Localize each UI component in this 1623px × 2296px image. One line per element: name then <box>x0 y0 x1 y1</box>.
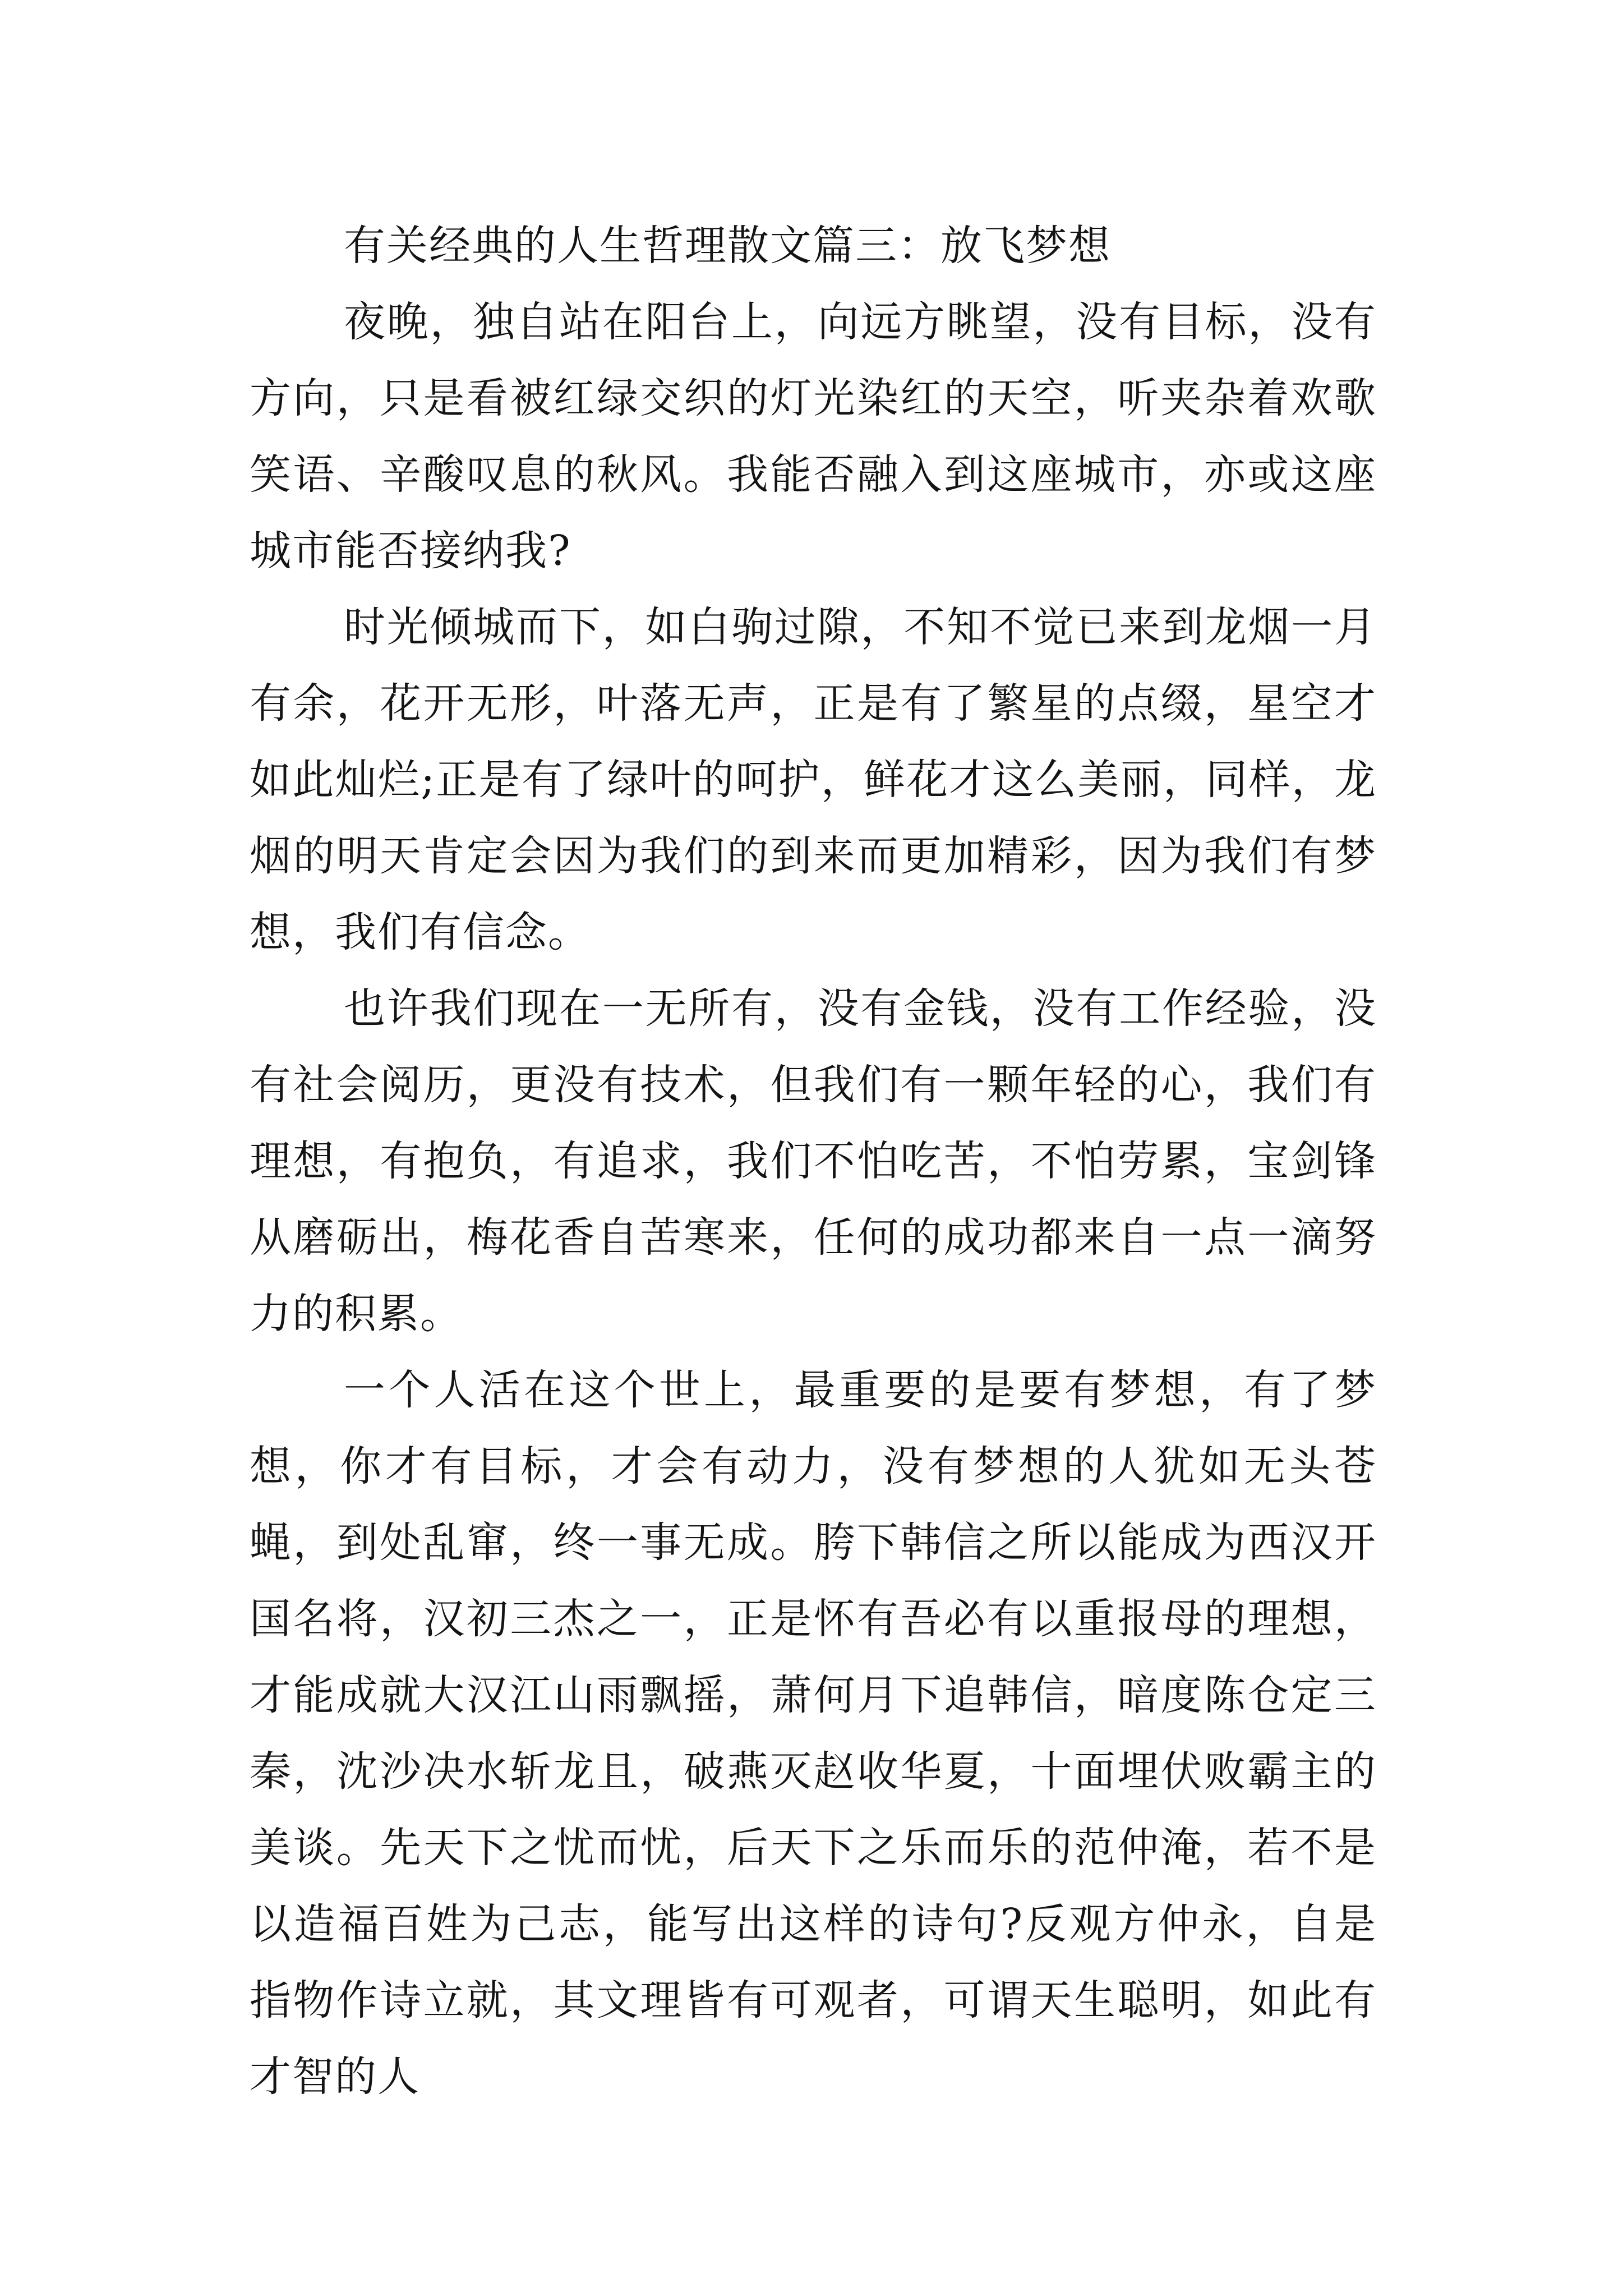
paragraph: 夜晚，独自站在阳台上，向远方眺望，没有目标，没有方向，只是看被红绿交织的灯光染红的天空，听夹杂着欢歌笑语、辛酸叹息的秋风。我能否融入到这座城市，亦或这座城市能否接纳我? <box>250 298 1377 575</box>
paragraph: 时光倾城而下，如白驹过隙，不知不觉已来到龙烟一月有余，花开无形，叶落无声，正是有了繁星的点缀，星空才如此灿烂;正是有了绿叶的呵护，鲜花才这么美丽，同样，龙烟的明天肯定会因为我们的到来而更加精彩，因为我们有梦想，我们有信念。 <box>250 603 1377 956</box>
document-body <box>250 208 1377 2115</box>
paragraph: 一个人活在这个世上，最重要的是要有梦想，有了梦想，你才有目标，才会有动力，没有梦想的人犹如无头苍蝇，到处乱窜，终一事无成。胯下韩信之所以能成为西汉开国名将，汉初三杰之一，正是怀有吾必有以重报母的理想，才能成就大汉江山雨飘摇，萧何月下追韩信，暗度陈仓定三秦，沈沙决水斩龙且，破燕灭赵收华夏，十面埋伏败霸主的美谈。先天下之忧而忧，后天下之乐而乐的范仲淹，若不是以造福百姓为己志，能写出这样的诗句?反观方仲永，自是指物作诗立就，其文理皆有可观者，可谓天生聪明，如此有才智的人 <box>250 1366 1377 2101</box>
document-title: 有关经典的人生哲理散文篇三：放飞梦想 <box>344 222 1111 270</box>
paragraph: 也许我们现在一无所有，没有金钱，没有工作经验，没有社会阅历，更没有技术，但我们有一颗年轻的心，我们有理想，有抱负，有追求，我们不怕吃苦，不怕劳累，宝剑锋从磨砺出，梅花香自苦寒来，任何的成功都来自一点一滴努力的积累。 <box>250 984 1377 1338</box>
